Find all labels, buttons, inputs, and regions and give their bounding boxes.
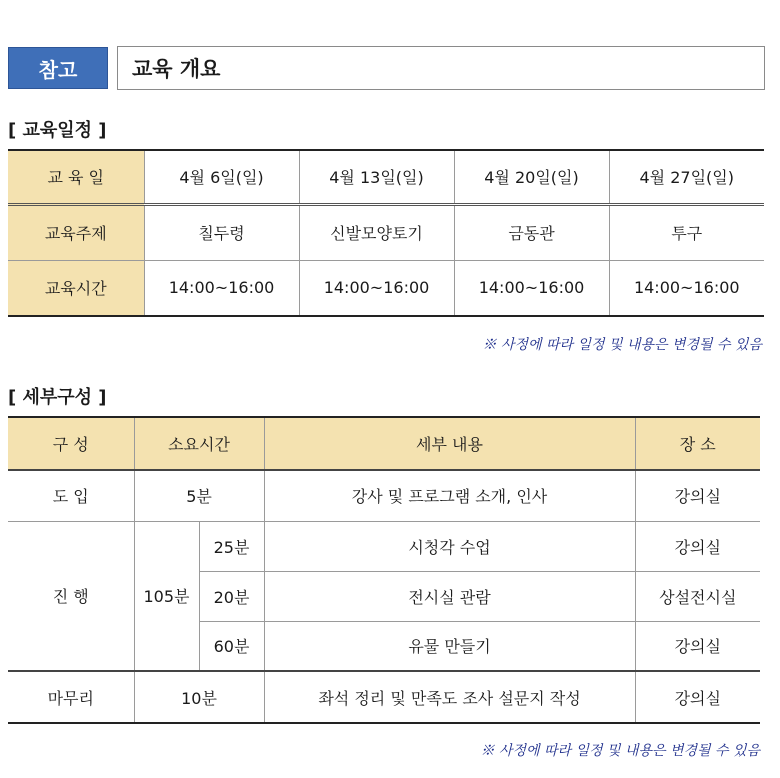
session-topic: 금동관 <box>454 204 609 260</box>
table-row <box>8 470 760 521</box>
session-date: 4월 20일(일) <box>454 150 609 204</box>
session-topic: 칠두령 <box>144 204 299 260</box>
col-content: 세부 내용 <box>264 417 635 470</box>
intro-content: 강사 및 프로그램 소개, 인사 <box>264 470 635 521</box>
item-place: 강의실 <box>635 621 760 671</box>
schedule-heading: [ 교육일정 ] <box>8 120 107 141</box>
session-time: 14:00~16:00 <box>454 260 609 316</box>
intro-place: 강의실 <box>635 470 760 521</box>
session-time: 14:00~16:00 <box>144 260 299 316</box>
detail-header-row <box>8 417 760 470</box>
item-duration: 25분 <box>199 521 264 571</box>
item-content: 전시실 관람 <box>264 571 635 621</box>
detail-note: ※ 사정에 따라 일정 및 내용은 변경될 수 있음 <box>480 743 760 759</box>
topic-label: 교육주제 <box>8 204 144 260</box>
col-duration: 소요시간 <box>134 417 264 470</box>
intro-duration: 5분 <box>134 470 264 521</box>
session-topic: 투구 <box>609 204 764 260</box>
session-date: 4월 27일(일) <box>609 150 764 204</box>
reference-badge: 참고 <box>8 47 108 89</box>
time-label: 교육시간 <box>8 260 144 316</box>
outro-content: 좌석 정리 및 만족도 조사 설문지 작성 <box>264 671 635 723</box>
col-place: 장 소 <box>635 417 760 470</box>
page-title: 교육 개요 <box>117 46 765 90</box>
schedule-note: ※ 사정에 따라 일정 및 내용은 변경될 수 있음 <box>482 337 762 353</box>
item-place: 상설전시실 <box>635 571 760 621</box>
outro-place: 강의실 <box>635 671 760 723</box>
schedule-topic-row <box>8 204 764 260</box>
intro-part: 도 입 <box>8 470 134 521</box>
main-part: 진 행 <box>8 521 134 671</box>
detail-heading: [ 세부구성 ] <box>8 387 107 408</box>
table-row <box>8 521 760 571</box>
session-time: 14:00~16:00 <box>299 260 454 316</box>
col-part: 구 성 <box>8 417 134 470</box>
session-date: 4월 13일(일) <box>299 150 454 204</box>
date-label: 교 육 일 <box>8 150 144 204</box>
item-place: 강의실 <box>635 521 760 571</box>
detail-table <box>8 416 760 724</box>
schedule-date-row <box>8 150 764 204</box>
item-content: 시청각 수업 <box>264 521 635 571</box>
session-date: 4월 6일(일) <box>144 150 299 204</box>
table-row <box>8 671 760 723</box>
schedule-time-row <box>8 260 764 316</box>
outro-part: 마무리 <box>8 671 134 723</box>
item-duration: 20분 <box>199 571 264 621</box>
session-time: 14:00~16:00 <box>609 260 764 316</box>
item-duration: 60분 <box>199 621 264 671</box>
schedule-table <box>8 149 764 317</box>
item-content: 유물 만들기 <box>264 621 635 671</box>
main-total-duration: 105분 <box>134 521 199 671</box>
session-topic: 신발모양토기 <box>299 204 454 260</box>
outro-duration: 10분 <box>134 671 264 723</box>
